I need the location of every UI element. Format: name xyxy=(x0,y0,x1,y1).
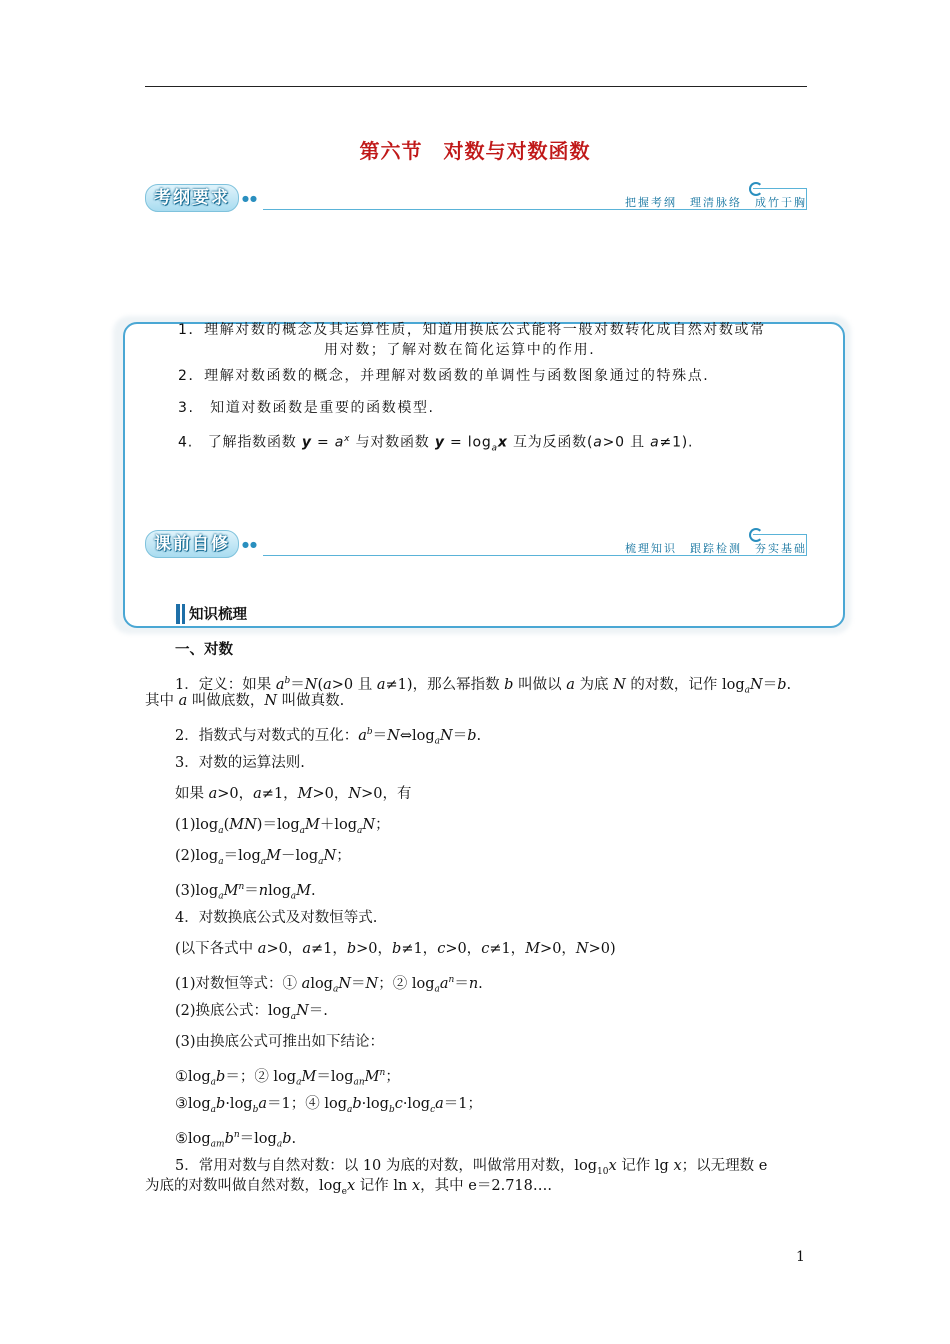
banner-label: 考纲要求 xyxy=(145,184,239,212)
banner-tags: 梳理知识 跟踪检测 夯实基础 xyxy=(625,542,807,555)
banner-tags: 把握考纲 理清脉络 成竹于胸 xyxy=(625,196,807,209)
body-line: (以下各式中 a>0，a≠1，b>0，b≠1，c>0，c≠1，M>0，N>0) xyxy=(175,941,616,957)
dots-icon: ●● xyxy=(242,194,258,203)
body-line: 3．对数的运算法则. xyxy=(175,755,305,771)
body-line: $③\log_ab\cdot\log_ba=1$；④ $\log_ab\cdot\log_bc\cdot\log_ca=1$； xyxy=(175,1096,483,1115)
requirement-item: 4. 了解指数函数 $y = a^x$ 与对数函数 $y = \log_ax$ 互为反函数(a>0 且 a≠1). xyxy=(178,434,694,454)
requirement-item: 3. 知道对数函数是重要的函数模型. xyxy=(178,400,435,416)
body-line: 如果 a>0，a≠1，M>0，N>0，有 xyxy=(175,786,412,802)
banner-label: 课前自修 xyxy=(145,530,239,558)
requirement-item: 1．理解对数的概念及其运算性质，知道用换底公式能将一般对数转化成自然对数或常 用对数；了解对数在简化运算中的作用. xyxy=(178,322,766,358)
body-line: (3)由换底公式可推出如下结论： xyxy=(175,1034,385,1050)
body-line: 1．定义：如果 $a^b=N(a>0$ 且 a≠1)，那么幂指数 b 叫做以 a 为底 N 的对数，记作 $\log_aN=b$. xyxy=(175,676,792,696)
body-line: $(1)\log_a(MN)=\log_aM+\log_aN$； xyxy=(175,817,390,836)
body-line: $(2)\log_a=\log_aM-\log_aN$； xyxy=(175,848,351,867)
dots-icon: ●● xyxy=(242,540,258,549)
banner-preview xyxy=(145,530,813,560)
body-line: 为底的对数叫做自然对数，$\log_ex$ 记作 ln x，其中 e＝2.718…. xyxy=(145,1178,552,1197)
body-line: 4．对数换底公式及对数恒等式. xyxy=(175,910,378,926)
requirement-item: 2．理解对数函数的概念，并理解对数函数的单调性与函数图象通过的特殊点. xyxy=(178,368,710,384)
bar-icon xyxy=(176,604,180,624)
body-line: $①\log_ab=$；② $\log_aM=\log_{an}M^n$； xyxy=(175,1068,400,1088)
body-line: 其中 a 叫做底数，N 叫做真数. xyxy=(145,693,345,709)
banner-exam-requirements xyxy=(145,184,813,214)
body-line: 5．常用对数与自然对数：以 10 为底的对数，叫做常用对数，$\log_{10}x$ 记作 lg x；以无理数 e xyxy=(175,1158,768,1177)
body-line: 2．指数式与对数式的互化：$a^b=N\Leftrightarrow\log_aN=b$. xyxy=(175,727,482,747)
body-line: (1)对数恒等式：① alog$_a$N＝N；② $\log_aa^n=n$. xyxy=(175,975,483,995)
page-number: 1 xyxy=(796,1249,805,1265)
body-line: $(3)\log_aM^n=nlog_aM$. xyxy=(175,882,316,902)
section-heading: 一、对数 xyxy=(175,642,233,658)
body-line: (2)换底公式：$\log_aN=$. xyxy=(175,1003,328,1022)
knowledge-heading: 知识梳理 xyxy=(176,603,247,624)
page-title: 第六节 对数与对数函数 xyxy=(359,139,591,163)
bar-icon xyxy=(182,604,185,624)
header-rule xyxy=(145,86,807,87)
body-line: $⑤\log_{am}b^n=\log_ab$. xyxy=(175,1130,297,1150)
